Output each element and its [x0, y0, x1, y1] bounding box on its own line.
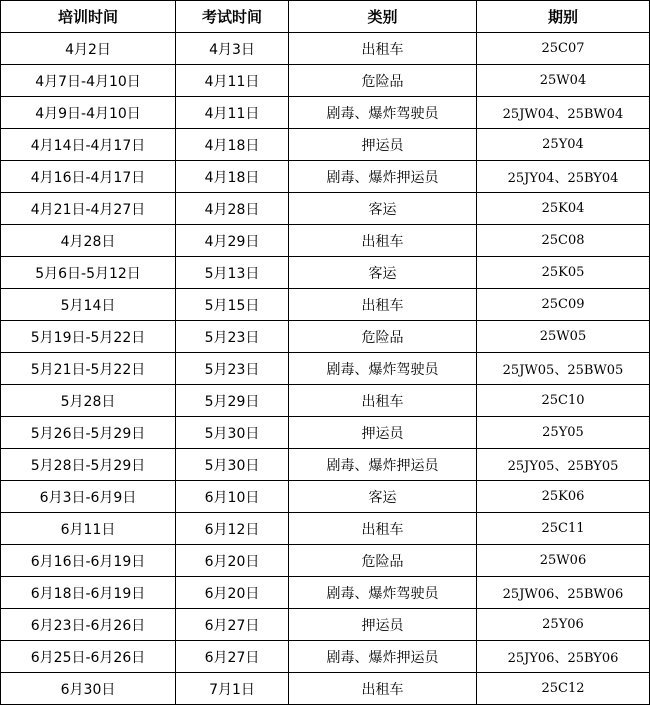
cell-period: 25C11: [477, 513, 650, 545]
cell-training-time: 4月28日: [1, 225, 176, 257]
cell-training-time: 6月11日: [1, 513, 176, 545]
cell-exam-time: 5月29日: [176, 385, 289, 417]
cell-exam-time: 7月1日: [176, 673, 289, 705]
cell-training-time: 5月28日-5月29日: [1, 449, 176, 481]
header-exam-time: 考试时间: [176, 1, 289, 33]
cell-training-time: 5月19日-5月22日: [1, 321, 176, 353]
cell-period: 25C08: [477, 225, 650, 257]
cell-exam-time: 4月29日: [176, 225, 289, 257]
cell-period: 25JW05、25BW05: [477, 353, 650, 385]
cell-period: 25C10: [477, 385, 650, 417]
cell-exam-time: 6月12日: [176, 513, 289, 545]
cell-training-time: 5月14日: [1, 289, 176, 321]
cell-category: 危险品: [289, 321, 477, 353]
cell-training-time: 6月18日-6月19日: [1, 577, 176, 609]
table-row: [1, 257, 650, 289]
cell-exam-time: 6月20日: [176, 545, 289, 577]
table-row: [1, 545, 650, 577]
cell-category: 客运: [289, 193, 477, 225]
cell-period: 25C09: [477, 289, 650, 321]
cell-category: 客运: [289, 257, 477, 289]
cell-training-time: 6月16日-6月19日: [1, 545, 176, 577]
cell-training-time: 6月30日: [1, 673, 176, 705]
cell-training-time: 5月6日-5月12日: [1, 257, 176, 289]
cell-exam-time: 5月13日: [176, 257, 289, 289]
table-row: [1, 33, 650, 65]
cell-training-time: 4月7日-4月10日: [1, 65, 176, 97]
cell-category: 出租车: [289, 673, 477, 705]
cell-category: 剧毒、爆炸驾驶员: [289, 577, 477, 609]
table-body: [1, 33, 650, 705]
cell-period: 25W06: [477, 545, 650, 577]
cell-category: 剧毒、爆炸驾驶员: [289, 97, 477, 129]
cell-period: 25K04: [477, 193, 650, 225]
table-row: [1, 353, 650, 385]
cell-exam-time: 6月10日: [176, 481, 289, 513]
cell-period: 25JW06、25BW06: [477, 577, 650, 609]
cell-period: 25C07: [477, 33, 650, 65]
table-row: [1, 161, 650, 193]
cell-period: 25JY04、25BY04: [477, 161, 650, 193]
table-row: [1, 449, 650, 481]
table-row: [1, 385, 650, 417]
cell-exam-time: 5月30日: [176, 417, 289, 449]
cell-category: 剧毒、爆炸驾驶员: [289, 353, 477, 385]
cell-exam-time: 4月3日: [176, 33, 289, 65]
cell-exam-time: 4月18日: [176, 129, 289, 161]
cell-training-time: 6月23日-6月26日: [1, 609, 176, 641]
cell-exam-time: 5月15日: [176, 289, 289, 321]
cell-category: 出租车: [289, 513, 477, 545]
cell-period: 25Y04: [477, 129, 650, 161]
table-row: [1, 225, 650, 257]
cell-category: 出租车: [289, 225, 477, 257]
cell-category: 押运员: [289, 129, 477, 161]
table-row: [1, 97, 650, 129]
cell-period: 25JW04、25BW04: [477, 97, 650, 129]
cell-exam-time: 5月23日: [176, 353, 289, 385]
cell-exam-time: 4月11日: [176, 97, 289, 129]
cell-category: 出租车: [289, 33, 477, 65]
cell-training-time: 6月3日-6月9日: [1, 481, 176, 513]
cell-period: 25Y05: [477, 417, 650, 449]
cell-category: 出租车: [289, 385, 477, 417]
cell-training-time: 5月26日-5月29日: [1, 417, 176, 449]
table-row: [1, 641, 650, 673]
cell-training-time: 4月14日-4月17日: [1, 129, 176, 161]
table-row: [1, 65, 650, 97]
header-training-time: 培训时间: [1, 1, 176, 33]
cell-period: 25JY05、25BY05: [477, 449, 650, 481]
cell-category: 剧毒、爆炸押运员: [289, 641, 477, 673]
cell-category: 剧毒、爆炸押运员: [289, 161, 477, 193]
cell-category: 押运员: [289, 609, 477, 641]
table-row: [1, 609, 650, 641]
cell-training-time: 5月21日-5月22日: [1, 353, 176, 385]
table-row: [1, 481, 650, 513]
cell-exam-time: 6月27日: [176, 609, 289, 641]
table-row: [1, 577, 650, 609]
cell-exam-time: 5月30日: [176, 449, 289, 481]
table-row: [1, 513, 650, 545]
table-row: [1, 193, 650, 225]
cell-period: 25C12: [477, 673, 650, 705]
cell-category: 押运员: [289, 417, 477, 449]
header-category: 类别: [289, 1, 477, 33]
cell-training-time: 5月28日: [1, 385, 176, 417]
cell-exam-time: 6月20日: [176, 577, 289, 609]
table-row: [1, 673, 650, 705]
header-row: [1, 1, 650, 33]
cell-exam-time: 6月27日: [176, 641, 289, 673]
cell-period: 25W05: [477, 321, 650, 353]
cell-category: 客运: [289, 481, 477, 513]
cell-exam-time: 4月28日: [176, 193, 289, 225]
cell-exam-time: 5月23日: [176, 321, 289, 353]
cell-period: 25JY06、25BY06: [477, 641, 650, 673]
cell-category: 危险品: [289, 65, 477, 97]
table-row: [1, 129, 650, 161]
cell-training-time: 4月2日: [1, 33, 176, 65]
cell-training-time: 6月25日-6月26日: [1, 641, 176, 673]
cell-period: 25K06: [477, 481, 650, 513]
header-period: 期别: [477, 1, 650, 33]
cell-period: 25Y06: [477, 609, 650, 641]
cell-exam-time: 4月11日: [176, 65, 289, 97]
table-header: [1, 1, 650, 33]
cell-category: 危险品: [289, 545, 477, 577]
cell-period: 25W04: [477, 65, 650, 97]
cell-period: 25K05: [477, 257, 650, 289]
cell-exam-time: 4月18日: [176, 161, 289, 193]
cell-category: 剧毒、爆炸押运员: [289, 449, 477, 481]
cell-training-time: 4月16日-4月17日: [1, 161, 176, 193]
table-row: [1, 289, 650, 321]
cell-training-time: 4月9日-4月10日: [1, 97, 176, 129]
table-row: [1, 321, 650, 353]
cell-training-time: 4月21日-4月27日: [1, 193, 176, 225]
cell-category: 出租车: [289, 289, 477, 321]
table-row: [1, 417, 650, 449]
